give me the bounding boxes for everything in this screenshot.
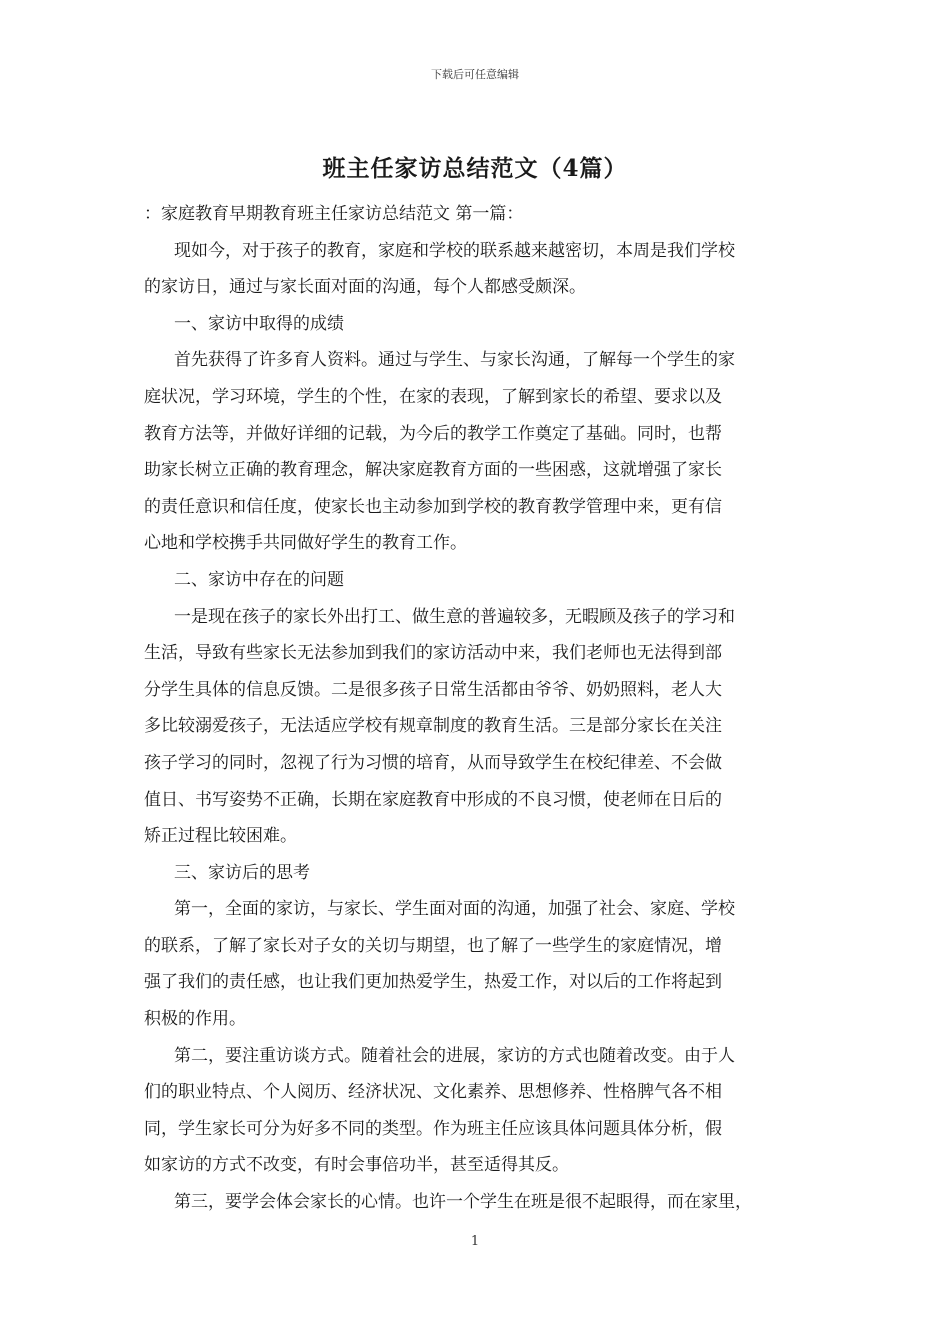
text-line: 生活，导致有些家长无法参加到我们的家访活动中来，我们老师也无法得到部 xyxy=(144,643,722,664)
text-line: 孩子学习的同时，忽视了行为习惯的培育，从而导致学生在校纪律差、不会做 xyxy=(144,752,722,773)
section-heading: 二、家访中存在的问题 xyxy=(174,569,344,590)
document-title: 班主任家访总结范文（4篇） xyxy=(322,155,628,182)
text-line: 第一，全面的家访，与家长、学生面对面的沟通，加强了社会、家庭、学校 xyxy=(174,899,735,920)
text-line: 的责任意识和信任度，使家长也主动参加到学校的教育教学管理中来，更有信 xyxy=(144,496,722,517)
text-line: 们的职业特点、个人阅历、经济状况、文化素养、思想修养、性格脾气各不相 xyxy=(144,1082,722,1103)
text-line: 一是现在孩子的家长外出打工、做生意的普遍较多，无暇顾及孩子的学习和 xyxy=(174,606,735,627)
section-heading: 三、家访后的思考 xyxy=(174,862,310,883)
text-line: 如家访的方式不改变，有时会事倍功半，甚至适得其反。 xyxy=(144,1155,569,1176)
section-heading: 一、家访中取得的成绩 xyxy=(174,313,344,334)
text-line: 庭状况，学习环境，学生的个性，在家的表现，了解到家长的希望、要求以及 xyxy=(144,386,722,407)
text-line: 积极的作用。 xyxy=(144,1009,246,1030)
text-line: 值日、书写姿势不正确，长期在家庭教育中形成的不良习惯，使老师在日后的 xyxy=(144,789,722,810)
text-line: 第三，要学会体会家长的心情。也许一个学生在班是很不起眼得，而在家里， xyxy=(174,1192,752,1213)
text-line: 的联系，了解了家长对子女的关切与期望，也了解了一些学生的家庭情况，增 xyxy=(144,935,722,956)
text-line: 同，学生家长可分为好多不同的类型。作为班主任应该具体问题具体分析，假 xyxy=(144,1118,722,1139)
text-line: 矫正过程比较困难。 xyxy=(144,826,297,847)
text-line: 第二，要注重访谈方式。随着社会的进展，家访的方式也随着改变。由于人 xyxy=(174,1045,735,1066)
page-number: 1 xyxy=(470,1234,480,1249)
document-body xyxy=(144,196,810,1221)
text-line: 教育方法等，并做好详细的记载，为今后的教学工作奠定了基础。同时，也帮 xyxy=(144,423,722,444)
text-line: 强了我们的责任感，也让我们更加热爱学生，热爱工作，对以后的工作将起到 xyxy=(144,972,722,993)
text-line: 首先获得了许多育人资料。通过与学生、与家长沟通，了解每一个学生的家 xyxy=(174,350,735,371)
text-line: 心地和学校携手共同做好学生的教育工作。 xyxy=(144,533,467,554)
text-line: 分学生具体的信息反馈。二是很多孩子日常生活都由爷爷、奶奶照料，老人大 xyxy=(144,679,722,700)
text-line: ：家庭教育早期教育班主任家访总结范文 第一篇： xyxy=(144,204,524,224)
text-line: 的家访日，通过与家长面对面的沟通，每个人都感受颇深。 xyxy=(144,277,586,298)
page-header-note: 下载后可任意编辑 xyxy=(431,68,519,81)
text-line: 助家长树立正确的教育理念，解决家庭教育方面的一些困惑，这就增强了家长 xyxy=(144,460,722,481)
text-line: 现如今，对于孩子的教育，家庭和学校的联系越来越密切，本周是我们学校 xyxy=(174,240,735,261)
text-line: 多比较溺爱孩子，无法适应学校有规章制度的教育生活。三是部分家长在关注 xyxy=(144,716,722,737)
